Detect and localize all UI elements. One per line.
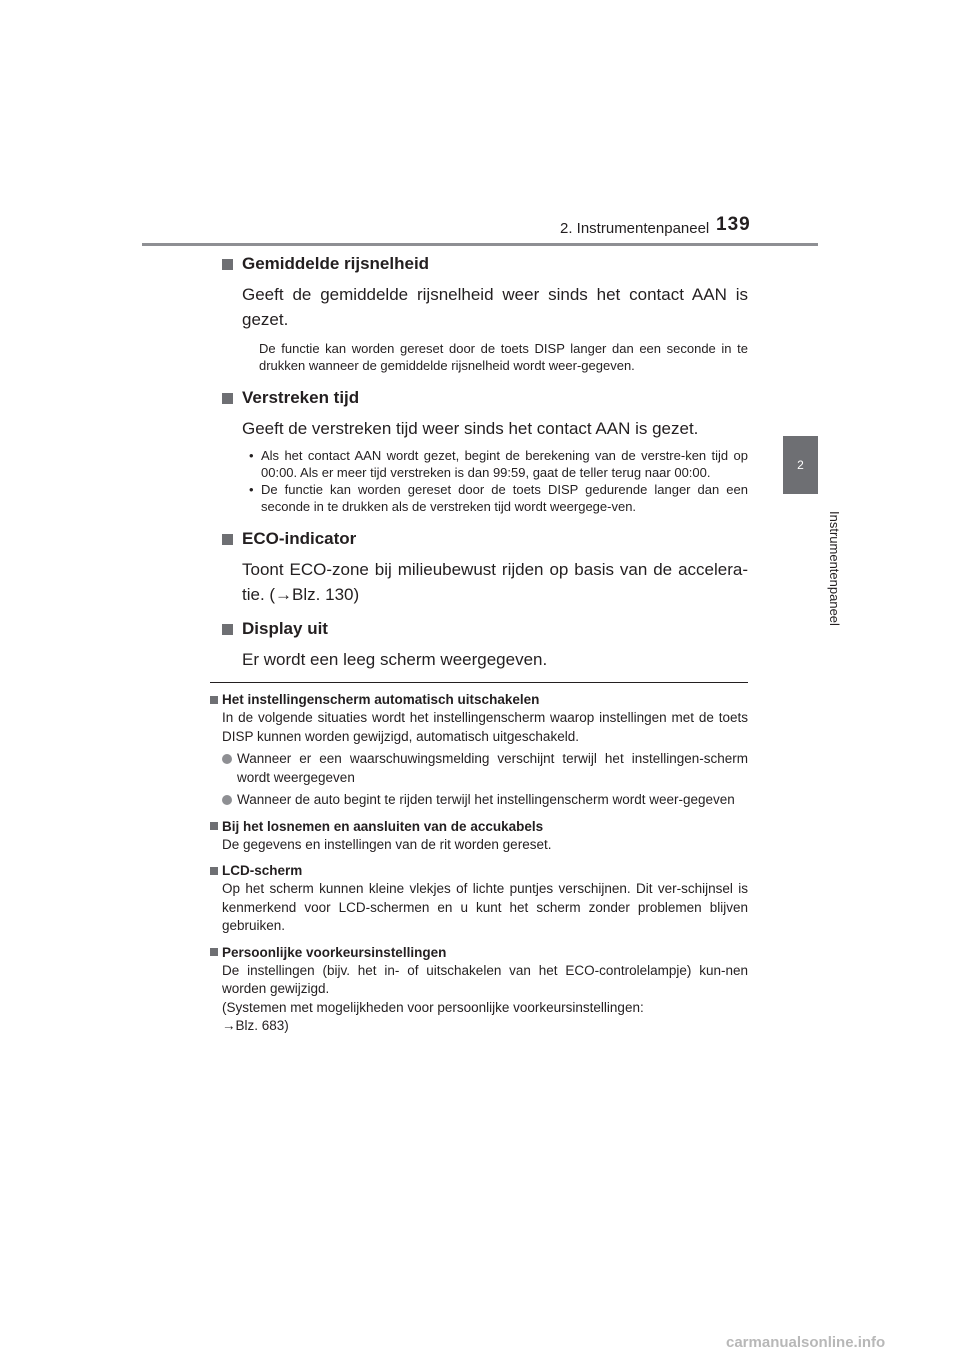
note-heading (210, 690, 748, 709)
section-note: De functie kan worden gereset door de toets DISP langer dan een seconde in te drukken wanneer de gemiddelde rijsnelheid wordt weer-gegeven. (259, 341, 748, 373)
note-title: Bij het losnemen en aansluiten van de accukabels (222, 818, 544, 834)
square-bullet-icon (210, 948, 218, 956)
list-item-text: Wanneer er een waarschuwingsmelding verschijnt terwijl het instellingen-scherm wordt weergegeven (237, 751, 748, 785)
circle-bullet-icon (222, 754, 232, 764)
section-heading (222, 252, 748, 276)
section-heading (222, 527, 748, 551)
square-bullet-icon (222, 259, 233, 270)
square-bullet-icon (222, 393, 233, 404)
note-body: De gegevens en instellingen van de rit worden gereset. (222, 836, 552, 852)
section-heading (222, 386, 748, 410)
section-heading (222, 617, 748, 641)
chapter-title: 2. Instrumentenpaneel (560, 220, 710, 237)
section-body: Er wordt een leeg scherm weergegeven. (242, 650, 548, 669)
notes-block (210, 690, 748, 1036)
section-title: Display uit (242, 619, 328, 638)
section-title: ECO-indicator (242, 529, 357, 548)
note-body: →Blz. 683) (222, 1018, 289, 1033)
note-body: (Systemen met mogelijkheden voor persoonlijke voorkeursinstellingen: (222, 999, 644, 1015)
watermark: carmanualsonline.info (726, 1334, 886, 1351)
chapter-tab-number: 2 (797, 458, 804, 472)
square-bullet-icon (222, 534, 233, 545)
square-bullet-icon (210, 822, 218, 830)
chapter-tab-label: Instrumentenpaneel (827, 511, 842, 626)
list-item-text: Wanneer de auto begint te rijden terwijl het instellingenscherm wordt weer-gegeven (237, 792, 735, 807)
note-title: Persoonlijke voorkeursinstellingen (222, 944, 447, 960)
note-body: De instellingen (bijv. het in- of uitschakelen van het ECO-controlelampje) kun-nen worden gewijzigd. (222, 962, 748, 996)
section-title: Verstreken tijd (242, 388, 360, 407)
list-item: • Als het contact AAN wordt gezet, begint de berekening van de verstre-ken tijd op 00:00. Als er meer tijd verstreken is dan 99:59, gaat de teller terug naar 00:00. (249, 447, 748, 481)
square-bullet-icon (222, 624, 233, 635)
section-body: Geeft de gemiddelde rijsnelheid weer sinds het contact AAN is gezet. (242, 285, 748, 329)
note-title: Het instellingenscherm automatisch uitschakelen (222, 692, 540, 707)
square-bullet-icon (210, 696, 218, 704)
note-body: In de volgende situaties wordt het instellingenscherm waarop instellingen met de toets DISP kunnen worden gewijzigd, automatisch uitgeschakeld. (222, 710, 748, 744)
chapter-tab (783, 436, 818, 494)
page-number: 139 (716, 214, 751, 235)
list-item: • De functie kan worden gereset door de toets DISP gedurende langer dan een seconde in te drukken als de verstreken tijd wordt weergege-ven. (249, 481, 748, 515)
section-title: Gemiddelde rijsnelheid (242, 254, 430, 273)
list-item (222, 791, 748, 810)
notes-divider (210, 682, 748, 683)
note-heading (210, 861, 748, 880)
note-title: LCD-scherm (222, 863, 303, 878)
note-body: Op het scherm kunnen kleine vlekjes of lichte puntjes verschijnen. Dit ver-schijnsel is kenmerkend voor LCD-schermen en u kunt het scherm zonder problemen blijven gebruiken. (222, 881, 748, 933)
circle-bullet-icon (222, 795, 232, 805)
square-bullet-icon (210, 867, 218, 875)
main-content (222, 252, 748, 672)
note-heading (210, 817, 748, 836)
list-item (222, 750, 748, 787)
section-body: Toont ECO-zone bij milieubewust rijden op basis van de accelera-tie. (→Blz. 130) (242, 560, 748, 604)
note-heading (210, 943, 748, 962)
bullet-list (249, 447, 748, 515)
section-body: Geeft de verstreken tijd weer sinds het contact AAN is gezet. (242, 419, 699, 438)
header-rule (142, 243, 818, 246)
